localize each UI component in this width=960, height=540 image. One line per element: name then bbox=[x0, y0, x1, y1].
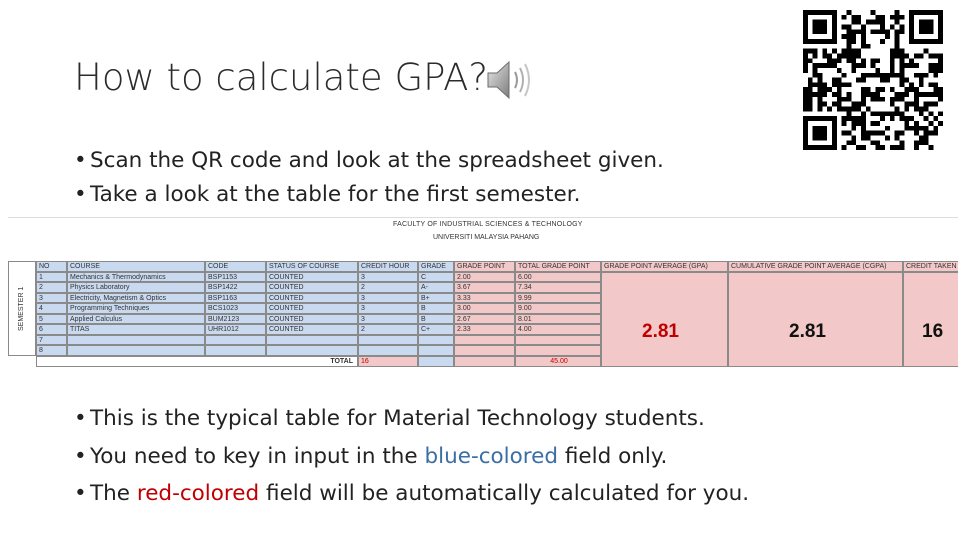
input-cell[interactable] bbox=[418, 335, 454, 346]
computed-cell: 7.34 bbox=[515, 282, 601, 293]
input-cell[interactable]: Applied Calculus bbox=[67, 314, 205, 325]
input-cell[interactable]: 6 bbox=[36, 324, 67, 335]
computed-cell bbox=[454, 345, 515, 356]
gpa-value: 2.81 bbox=[642, 321, 679, 342]
computed-cell: 4.00 bbox=[515, 324, 601, 335]
input-cell[interactable]: COUNTED bbox=[266, 293, 358, 304]
input-cell[interactable]: C+ bbox=[418, 324, 454, 335]
input-cell[interactable] bbox=[418, 345, 454, 356]
top-bullet-list bbox=[74, 144, 664, 212]
summary-header: CUMULATIVE GRADE POINT AVERAGE (CGPA) bbox=[728, 261, 903, 272]
slide-title: How to calculate GPA? bbox=[74, 56, 489, 99]
university-header: UNIVERSITI MALAYSIA PAHANG bbox=[433, 234, 540, 241]
input-cell[interactable]: 3 bbox=[358, 314, 418, 325]
computed-cell: 2.00 bbox=[454, 272, 515, 283]
column-header: TOTAL GRADE POINT bbox=[515, 261, 601, 272]
input-cell[interactable]: B+ bbox=[418, 293, 454, 304]
bullet-scan-qr: • Scan the QR code and look at the spreadsheet given. bbox=[74, 148, 664, 173]
input-cell[interactable]: Electricity, Magnetism & Optics bbox=[67, 293, 205, 304]
input-cell[interactable] bbox=[266, 335, 358, 346]
summary-body bbox=[728, 272, 903, 368]
column-header: CODE bbox=[205, 261, 266, 272]
speaker-icon[interactable] bbox=[484, 58, 534, 102]
input-cell[interactable]: Mechanics & Thermodynamics bbox=[67, 272, 205, 283]
computed-cell: 2.67 bbox=[454, 314, 515, 325]
input-cell[interactable]: TITAS bbox=[67, 324, 205, 335]
input-cell[interactable]: 1 bbox=[36, 272, 67, 283]
input-cell[interactable]: COUNTED bbox=[266, 314, 358, 325]
input-cell[interactable] bbox=[67, 335, 205, 346]
credit-taken-value: 16 bbox=[922, 321, 944, 342]
input-cell[interactable]: COUNTED bbox=[266, 282, 358, 293]
computed-cell: 2.33 bbox=[454, 324, 515, 335]
input-cell[interactable] bbox=[67, 345, 205, 356]
column-header: STATUS OF COURSE bbox=[266, 261, 358, 272]
column-header: CREDIT HOUR bbox=[358, 261, 418, 272]
input-cell[interactable] bbox=[266, 345, 358, 356]
total-grade-point-cell: 45.00 bbox=[515, 356, 601, 368]
input-cell[interactable]: 2 bbox=[36, 282, 67, 293]
bottom-bullet-list bbox=[74, 400, 749, 513]
input-cell[interactable]: 3 bbox=[36, 293, 67, 304]
input-cell[interactable]: B bbox=[418, 314, 454, 325]
input-cell[interactable]: A- bbox=[418, 282, 454, 293]
faculty-header: FACULTY OF INDUSTRIAL SCIENCES & TECHNOLOGY bbox=[393, 221, 583, 228]
computed-cell: 6.00 bbox=[515, 272, 601, 283]
input-cell[interactable]: 8 bbox=[36, 345, 67, 356]
column-header: GRADE bbox=[418, 261, 454, 272]
computed-cell: 3.00 bbox=[454, 303, 515, 314]
computed-cell bbox=[515, 335, 601, 346]
input-cell[interactable]: 3 bbox=[358, 272, 418, 283]
blue-highlight: blue-colored bbox=[424, 443, 559, 469]
input-cell[interactable]: 4 bbox=[36, 303, 67, 314]
semester-label: SEMESTER 1 bbox=[18, 286, 25, 331]
input-cell[interactable]: C bbox=[418, 272, 454, 283]
total-grade-empty bbox=[418, 356, 454, 368]
input-cell[interactable]: Programming Techniques bbox=[67, 303, 205, 314]
bullet-blue-field: • You need to key in input in the blue-colored field only. bbox=[74, 443, 668, 469]
input-cell[interactable]: BSP1422 bbox=[205, 282, 266, 293]
column-header: COURSE bbox=[67, 261, 205, 272]
bullet-typical-table: • This is the typical table for Material Technology students. bbox=[74, 406, 705, 431]
input-cell[interactable]: UHR1012 bbox=[205, 324, 266, 335]
summary-body bbox=[903, 272, 958, 368]
bullet-look-table: • Take a look at the table for the first semester. bbox=[74, 182, 581, 207]
input-cell[interactable]: COUNTED bbox=[266, 324, 358, 335]
gpa-spreadsheet bbox=[8, 217, 958, 390]
summary-header: CREDIT TAKEN bbox=[903, 261, 958, 272]
summary-header: GRADE POINT AVERAGE (GPA) bbox=[601, 261, 728, 272]
total-gp-empty bbox=[454, 356, 515, 368]
cgpa-value: 2.81 bbox=[789, 321, 826, 342]
input-cell[interactable]: 3 bbox=[358, 293, 418, 304]
total-credit-cell: 16 bbox=[358, 356, 418, 368]
input-cell[interactable] bbox=[205, 345, 266, 356]
computed-cell bbox=[515, 345, 601, 356]
column-header: NO bbox=[36, 261, 67, 272]
input-cell[interactable]: 2 bbox=[358, 324, 418, 335]
input-cell[interactable]: BSP1153 bbox=[205, 272, 266, 283]
total-label: TOTAL bbox=[36, 356, 358, 368]
bullet-red-field: • The red-colored field will be automatically calculated for you. bbox=[74, 481, 750, 506]
input-cell[interactable]: Physics Laboratory bbox=[67, 282, 205, 293]
red-highlight: red-colored bbox=[136, 481, 260, 506]
column-header: GRADE POINT bbox=[454, 261, 515, 272]
input-cell[interactable]: B bbox=[418, 303, 454, 314]
input-cell[interactable]: 7 bbox=[36, 335, 67, 346]
input-cell[interactable]: BUM2123 bbox=[205, 314, 266, 325]
computed-cell: 9.99 bbox=[515, 293, 601, 304]
input-cell[interactable]: 5 bbox=[36, 314, 67, 325]
summary-body bbox=[601, 272, 728, 368]
input-cell[interactable] bbox=[358, 345, 418, 356]
input-cell[interactable]: COUNTED bbox=[266, 272, 358, 283]
qr-code-icon bbox=[803, 10, 943, 150]
input-cell[interactable]: BSP1163 bbox=[205, 293, 266, 304]
input-cell[interactable]: BCS1023 bbox=[205, 303, 266, 314]
computed-cell: 3.67 bbox=[454, 282, 515, 293]
computed-cell: 3.33 bbox=[454, 293, 515, 304]
input-cell[interactable] bbox=[205, 335, 266, 346]
computed-cell: 8.01 bbox=[515, 314, 601, 325]
input-cell[interactable]: COUNTED bbox=[266, 303, 358, 314]
input-cell[interactable] bbox=[358, 335, 418, 346]
input-cell[interactable]: 3 bbox=[358, 303, 418, 314]
input-cell[interactable]: 2 bbox=[358, 282, 418, 293]
computed-cell bbox=[454, 335, 515, 346]
computed-cell: 9.00 bbox=[515, 303, 601, 314]
